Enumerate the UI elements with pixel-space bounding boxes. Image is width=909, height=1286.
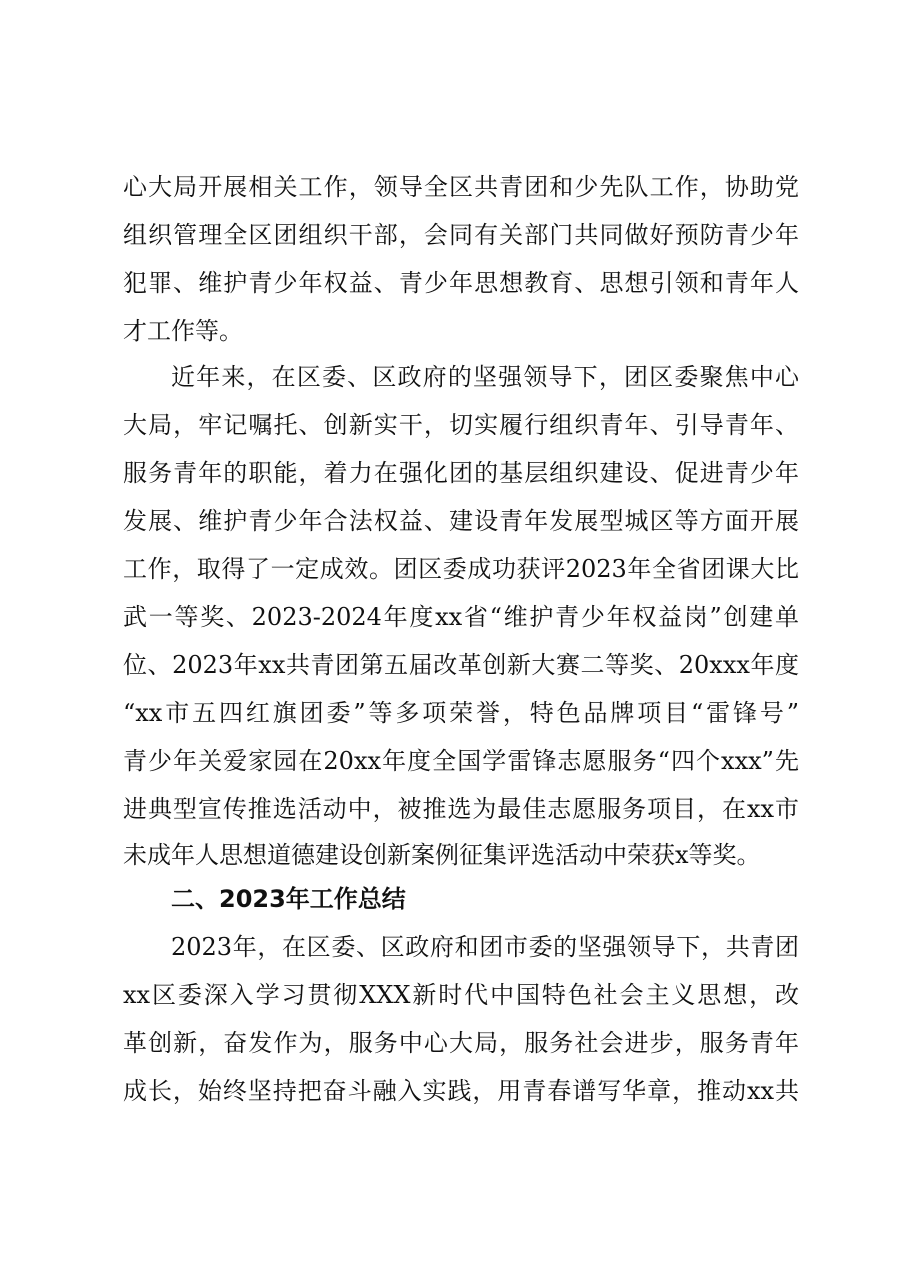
paragraph-3-line-3: 革创新，奋发作为，服务中心大局，服务社会进步，服务青年	[123, 1029, 799, 1057]
paragraph-2-line-11: 未成年人思想道德建设创新案例征集评选活动中荣获x等奖。	[123, 841, 761, 869]
paragraph-3-line-4: 成长，始终坚持把奋斗融入实践，用青春谱写华章，推动xx共	[123, 1077, 799, 1105]
paragraph-2-line-7: 位、2023年xx共青团第五届改革创新大赛二等奖、20xxx年度	[123, 651, 799, 679]
paragraph-2-line-2: 大局，牢记嘱托、创新实干，切实履行组织青年、引导青年、	[123, 411, 799, 439]
section-heading: 二、2023年工作总结	[171, 885, 406, 913]
paragraph-2-line-9: 青少年关爱家园在20xx年度全国学雷锋志愿服务“四个xxx”先	[123, 747, 799, 775]
paragraph-2-line-3: 服务青年的职能，着力在强化团的基层组织建设、促进青少年	[123, 459, 799, 487]
paragraph-2-line-4: 发展、维护青少年合法权益、建设青年发展型城区等方面开展	[123, 507, 799, 535]
paragraph-1-line-2: 组织管理全区团组织干部，会同有关部门共同做好预防青少年	[123, 221, 799, 249]
paragraph-2-line-10: 进典型宣传推选活动中，被推选为最佳志愿服务项目，在xx市	[123, 795, 799, 823]
paragraph-2-line-1: 近年来，在区委、区政府的坚强领导下，团区委聚焦中心	[171, 363, 799, 391]
paragraph-1-line-1: 心大局开展相关工作，领导全区共青团和少先队工作，协助党	[123, 173, 799, 201]
paragraph-3-line-1: 2023年，在区委、区政府和团市委的坚强领导下，共青团	[171, 933, 799, 961]
paragraph-2-line-6: 武一等奖、2023-2024年度xx省“维护青少年权益岗”创建单	[123, 603, 799, 631]
paragraph-2-line-5: 工作，取得了一定成效。团区委成功获评2023年全省团课大比	[123, 555, 799, 583]
paragraph-3-line-2: xx区委深入学习贯彻XXX新时代中国特色社会主义思想，改	[123, 981, 799, 1009]
paragraph-1-line-3: 犯罪、维护青少年权益、青少年思想教育、思想引领和青年人	[123, 269, 799, 297]
paragraph-2-line-8: “xx市五四红旗团委”等多项荣誉，特色品牌项目“雷锋号”	[123, 699, 799, 727]
paragraph-1-line-4: 才工作等。	[123, 317, 243, 345]
